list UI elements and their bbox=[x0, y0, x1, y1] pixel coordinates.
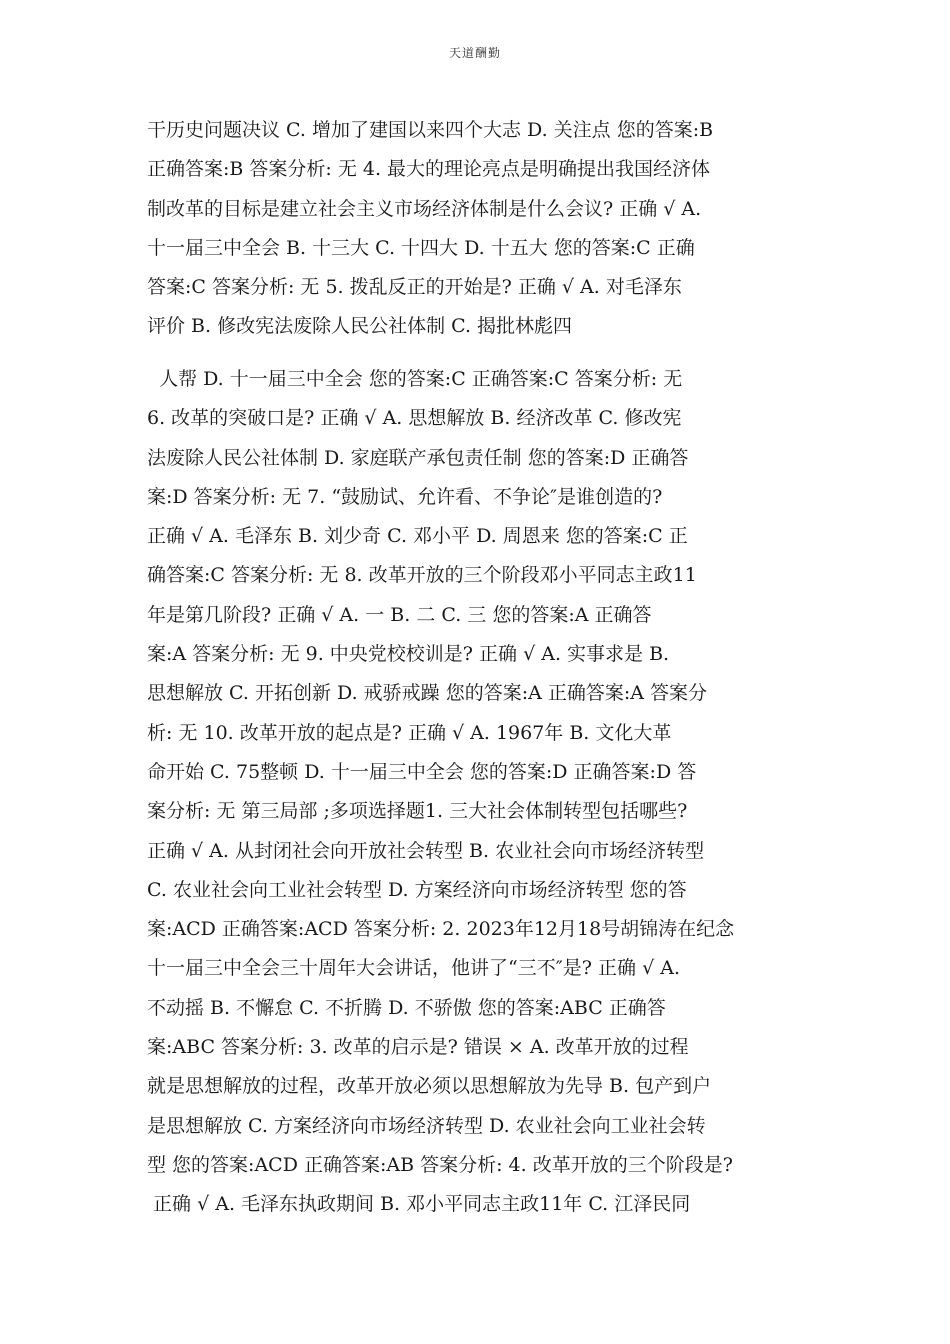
text-line: 命开始 C. 75整顿 D. 十一届三中全会 您的答案:D 正确答案:D 答 bbox=[147, 760, 697, 783]
text-line: C. 农业社会向工业社会转型 D. 方案经济向市场经济转型 您的答 bbox=[147, 878, 687, 901]
text-line: 案:ABC 答案分析: 3. 改革的启示是? 错误 × A. 改革开放的过程 bbox=[147, 1036, 689, 1059]
text-line: 思想解放 C. 开拓创新 D. 戒骄戒躁 您的答案:A 正确答案:A 答案分 bbox=[147, 682, 708, 705]
text-line: 正确 √ A. 从封闭社会向开放社会转型 B. 农业社会向市场经济转型 bbox=[147, 839, 705, 862]
text-line: 正确答案:B 答案分析: 无 4. 最大的理论亮点是明确提出我国经济体 bbox=[147, 158, 711, 181]
text-line: 案:A 答案分析: 无 9. 中央党校校训是? 正确 √ A. 实事求是 B. bbox=[147, 643, 670, 666]
text-line: 6. 改革的突破口是? 正确 √ A. 思想解放 B. 经济改革 C. 修改宪 bbox=[147, 407, 682, 430]
text-line: 正确 √ A. 毛泽东执政期间 B. 邓小平同志主政11年 C. 江泽民同 bbox=[147, 1193, 691, 1216]
page-header: 天道酬勤 bbox=[448, 46, 501, 60]
text-line: 评价 B. 修改宪法废除人民公社体制 C. 揭批林彪四 bbox=[147, 315, 573, 338]
paragraph-2 bbox=[147, 360, 817, 1225]
text-line: 型 您的答案:ACD 正确答案:AB 答案分析: 4. 改革开放的三个阶段是? bbox=[147, 1153, 733, 1176]
text-line: 法废除人民公社体制 D. 家庭联产承包责任制 您的答案:D 正确答 bbox=[147, 446, 689, 469]
text-line: 十一届三中全会 B. 十三大 C. 十四大 D. 十五大 您的答案:C 正确 bbox=[147, 236, 695, 259]
text-line: 就是思想解放的过程，改革开放必须以思想解放为先导 B. 包产到户 bbox=[147, 1075, 712, 1098]
text-line: 确答案:C 答案分析: 无 8. 改革开放的三个阶段邓小平同志主政11 bbox=[147, 564, 697, 587]
text-line: 正确 √ A. 毛泽东 B. 刘少奇 C. 邓小平 D. 周恩来 您的答案:C 正 bbox=[147, 525, 688, 548]
paragraph-1 bbox=[147, 111, 817, 347]
text-line: 是思想解放 C. 方案经济向市场经济转型 D. 农业社会向工业社会转 bbox=[147, 1114, 706, 1137]
text-line: 人帮 D. 十一届三中全会 您的答案:C 正确答案:C 答案分析: 无 bbox=[147, 368, 683, 390]
text-line: 案分析: 无 第三局部 ;多项选择题1. 三大社会体制转型包括哪些? bbox=[147, 800, 688, 823]
text-line: 十一届三中全会三十周年大会讲话，他讲了“三不″是? 正确 √ A. bbox=[147, 957, 680, 980]
text-line: 案:ACD 正确答案:ACD 答案分析: 2. 2023年12月18号胡锦涛在纪念 bbox=[147, 918, 735, 941]
text-line: 案:D 答案分析: 无 7. “鼓励试、允许看、不争论″是谁创造的? bbox=[147, 485, 663, 508]
text-line: 年是第几阶段? 正确 √ A. 一 B. 二 C. 三 您的答案:A 正确答 bbox=[147, 603, 652, 626]
text-line: 析: 无 10. 改革开放的起点是? 正确 √ A. 1967年 B. 文化大革 bbox=[147, 721, 672, 744]
text-line: 答案:C 答案分析: 无 5. 拨乱反正的开始是? 正确 √ A. 对毛泽东 bbox=[147, 276, 682, 299]
text-line: 制改革的目标是建立社会主义市场经济体制是什么会议? 正确 √ A. bbox=[147, 197, 702, 220]
text-line: 不动摇 B. 不懈怠 C. 不折腾 D. 不骄傲 您的答案:ABC 正确答 bbox=[147, 996, 666, 1019]
text-line: 干历史问题决议 C. 增加了建国以来四个大志 D. 关注点 您的答案:B bbox=[147, 119, 714, 141]
